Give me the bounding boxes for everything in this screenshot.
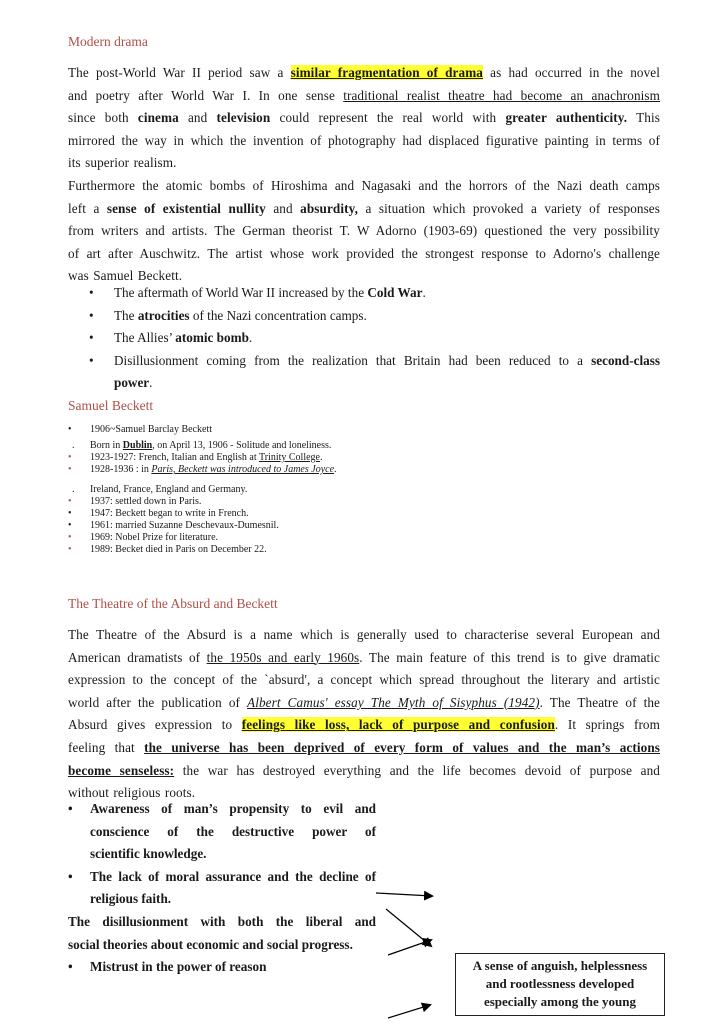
bullet-icon: • xyxy=(68,424,72,435)
text: as had occurred in the novel xyxy=(482,65,660,80)
text: . xyxy=(248,330,253,346)
text: , on April 13, 1906 - Solitude and loneliness. xyxy=(152,440,332,451)
bullet-icon: • xyxy=(68,868,73,884)
bullet-icon: • xyxy=(68,532,72,543)
arrow-line xyxy=(386,909,431,946)
text: . The main feature of this trend is to give dramatic xyxy=(359,649,660,665)
bold-text: absurdity, xyxy=(300,200,358,216)
line: from writers and artists. The German theorist T. W Adorno (1903-69) questioned the very possibility xyxy=(68,223,660,239)
line: Awareness of man’s propensity to evil and xyxy=(90,801,376,816)
text: 1937: settled down in Paris. xyxy=(90,496,202,507)
line: was Samuel Beckett. xyxy=(68,268,183,284)
text: . xyxy=(319,452,323,463)
text: 1961: married Suzanne Deschevaux-Dumesnil. xyxy=(90,520,279,531)
arrow-line xyxy=(388,940,431,955)
bullet-icon: • xyxy=(68,544,72,555)
text: since both xyxy=(68,110,138,126)
box-line: A sense of anguish, helplessness xyxy=(472,958,648,973)
text: . The Theatre of the xyxy=(539,694,660,710)
line: its superior realism. xyxy=(68,155,177,171)
box-line: and rootlessness developed xyxy=(485,976,635,991)
line: expression to the concept of the `absurd', a concept which spread throughout the literary and artistic xyxy=(68,672,660,688)
bullet-icon: • xyxy=(68,801,73,816)
line: of art after Auschwitz. The artist whose work provided the strongest response to Adorno's challenge xyxy=(68,245,660,261)
anguish-box xyxy=(455,953,665,1016)
arrow-line xyxy=(388,1005,430,1018)
highlight-text: feelings like loss, lack of purpose and confusion xyxy=(241,717,555,733)
text: 1906~Samuel Barclay Beckett xyxy=(90,424,213,435)
arrow-line xyxy=(376,893,432,896)
text: 1969: Nobel Prize for literature. xyxy=(90,532,219,543)
line: mirrored the way in which the invention of photography had displaced figurative painting in terms of xyxy=(68,132,660,148)
section-heading-theatre-absurd: The Theatre of the Absurd and Beckett xyxy=(68,596,278,611)
bold-text: power xyxy=(114,375,150,391)
text: 1947: Beckett began to write in French. xyxy=(90,508,249,519)
bullet-icon: • xyxy=(68,452,72,463)
text: Disillusionment coming from the realization that Britain had been reduced to a xyxy=(114,352,592,368)
bullet-icon: • xyxy=(68,464,72,475)
text: Ireland, France, England and Germany. xyxy=(90,484,248,495)
text: and poetry after World War I. In one sense xyxy=(68,87,344,103)
line: Furthermore the atomic bombs of Hiroshima and Nagasaki and the horrors of the Nazi death camps xyxy=(68,178,660,193)
text: of the Nazi concentration camps. xyxy=(189,307,367,323)
line: without religious roots. xyxy=(68,785,196,801)
bold-text: sense of existential nullity xyxy=(106,200,266,216)
bold-text: greater authenticity. xyxy=(505,110,628,126)
text: world after the publication of xyxy=(68,694,248,710)
section-heading-samuel-beckett: Samuel Beckett xyxy=(68,398,154,413)
bold-text: Cold War xyxy=(367,285,423,300)
text: 1928-1936 : in xyxy=(90,464,152,475)
text: . It springs from xyxy=(554,717,660,733)
text: . xyxy=(422,285,426,300)
bullet-icon: . xyxy=(72,440,75,451)
text: could represent the real world with xyxy=(270,110,506,126)
text: American dramatists of xyxy=(68,649,207,665)
bullet-icon: • xyxy=(89,285,94,300)
text: feeling that xyxy=(68,739,145,755)
text: Born in xyxy=(90,440,123,451)
line: Mistrust in the power of reason xyxy=(90,959,267,975)
bold-text: atomic bomb xyxy=(175,330,249,346)
section-heading-modern-drama: Modern drama xyxy=(68,34,148,49)
text: The Allies’ xyxy=(114,330,176,346)
underlined-text: traditional realist theatre had become an anachronism xyxy=(343,87,660,103)
text: Absurd gives expression to xyxy=(68,717,242,733)
line: The Theatre of the Absurd is a name which is generally used to characterise several European and xyxy=(68,627,660,642)
bold-underlined-text: the universe has been deprived of every form of values and the man’s actions xyxy=(144,739,660,755)
text: and xyxy=(178,110,217,126)
bullet-icon: • xyxy=(68,496,72,507)
line: religious faith. xyxy=(90,891,172,907)
bullet-icon: • xyxy=(89,307,94,323)
bullet-icon: • xyxy=(68,508,72,519)
bold-underlined-text: become senseless: xyxy=(68,762,175,778)
bold-underlined-text: Dublin xyxy=(122,440,153,451)
line: scientific knowledge. xyxy=(90,846,207,862)
underlined-text: the 1950s and early 1960s xyxy=(206,649,360,665)
bullet-icon: . xyxy=(72,484,75,495)
text: left a xyxy=(68,200,107,216)
bold-text: atrocities xyxy=(137,307,190,323)
bullet-icon: • xyxy=(89,330,94,346)
text: The xyxy=(114,307,138,323)
text: a situation which provoked a variety of responses xyxy=(357,200,660,216)
highlight-text: similar fragmentation of drama xyxy=(290,65,483,80)
text: . xyxy=(149,375,153,391)
text: The post-World War II period saw a xyxy=(68,65,291,80)
line: The lack of moral assurance and the decline of xyxy=(90,868,376,884)
line: conscience of the destructive power of xyxy=(90,823,376,839)
line: The disillusionment with both the liberal and xyxy=(68,913,376,929)
box-line: especially among the young xyxy=(483,994,637,1009)
text: 1989: Becket died in Paris on December 22. xyxy=(90,544,267,555)
bold-text: cinema xyxy=(137,110,179,126)
underlined-text: Trinity College xyxy=(258,452,320,463)
italic-underlined-text: Paris, Beckett was introduced to James Joyce xyxy=(151,464,335,475)
line: social theories about economic and social progress. xyxy=(68,936,353,952)
text: the war has destroyed everything and the life becomes devoid of purpose and xyxy=(174,762,660,778)
text: This xyxy=(627,110,660,126)
text: . xyxy=(334,464,337,475)
italic-underlined-text: Albert Camus' essay The Myth of Sisyphus (1942) xyxy=(247,694,540,710)
bold-text: television xyxy=(216,110,271,126)
bullet-icon: • xyxy=(68,959,73,975)
text: and xyxy=(265,200,301,216)
bullet-icon: • xyxy=(68,520,72,531)
text: 1923-1927: French, Italian and English at xyxy=(90,452,259,463)
text: The aftermath of World War II increased by the xyxy=(114,285,368,300)
bullet-icon: • xyxy=(89,352,94,368)
bold-text: second-class xyxy=(591,352,660,368)
